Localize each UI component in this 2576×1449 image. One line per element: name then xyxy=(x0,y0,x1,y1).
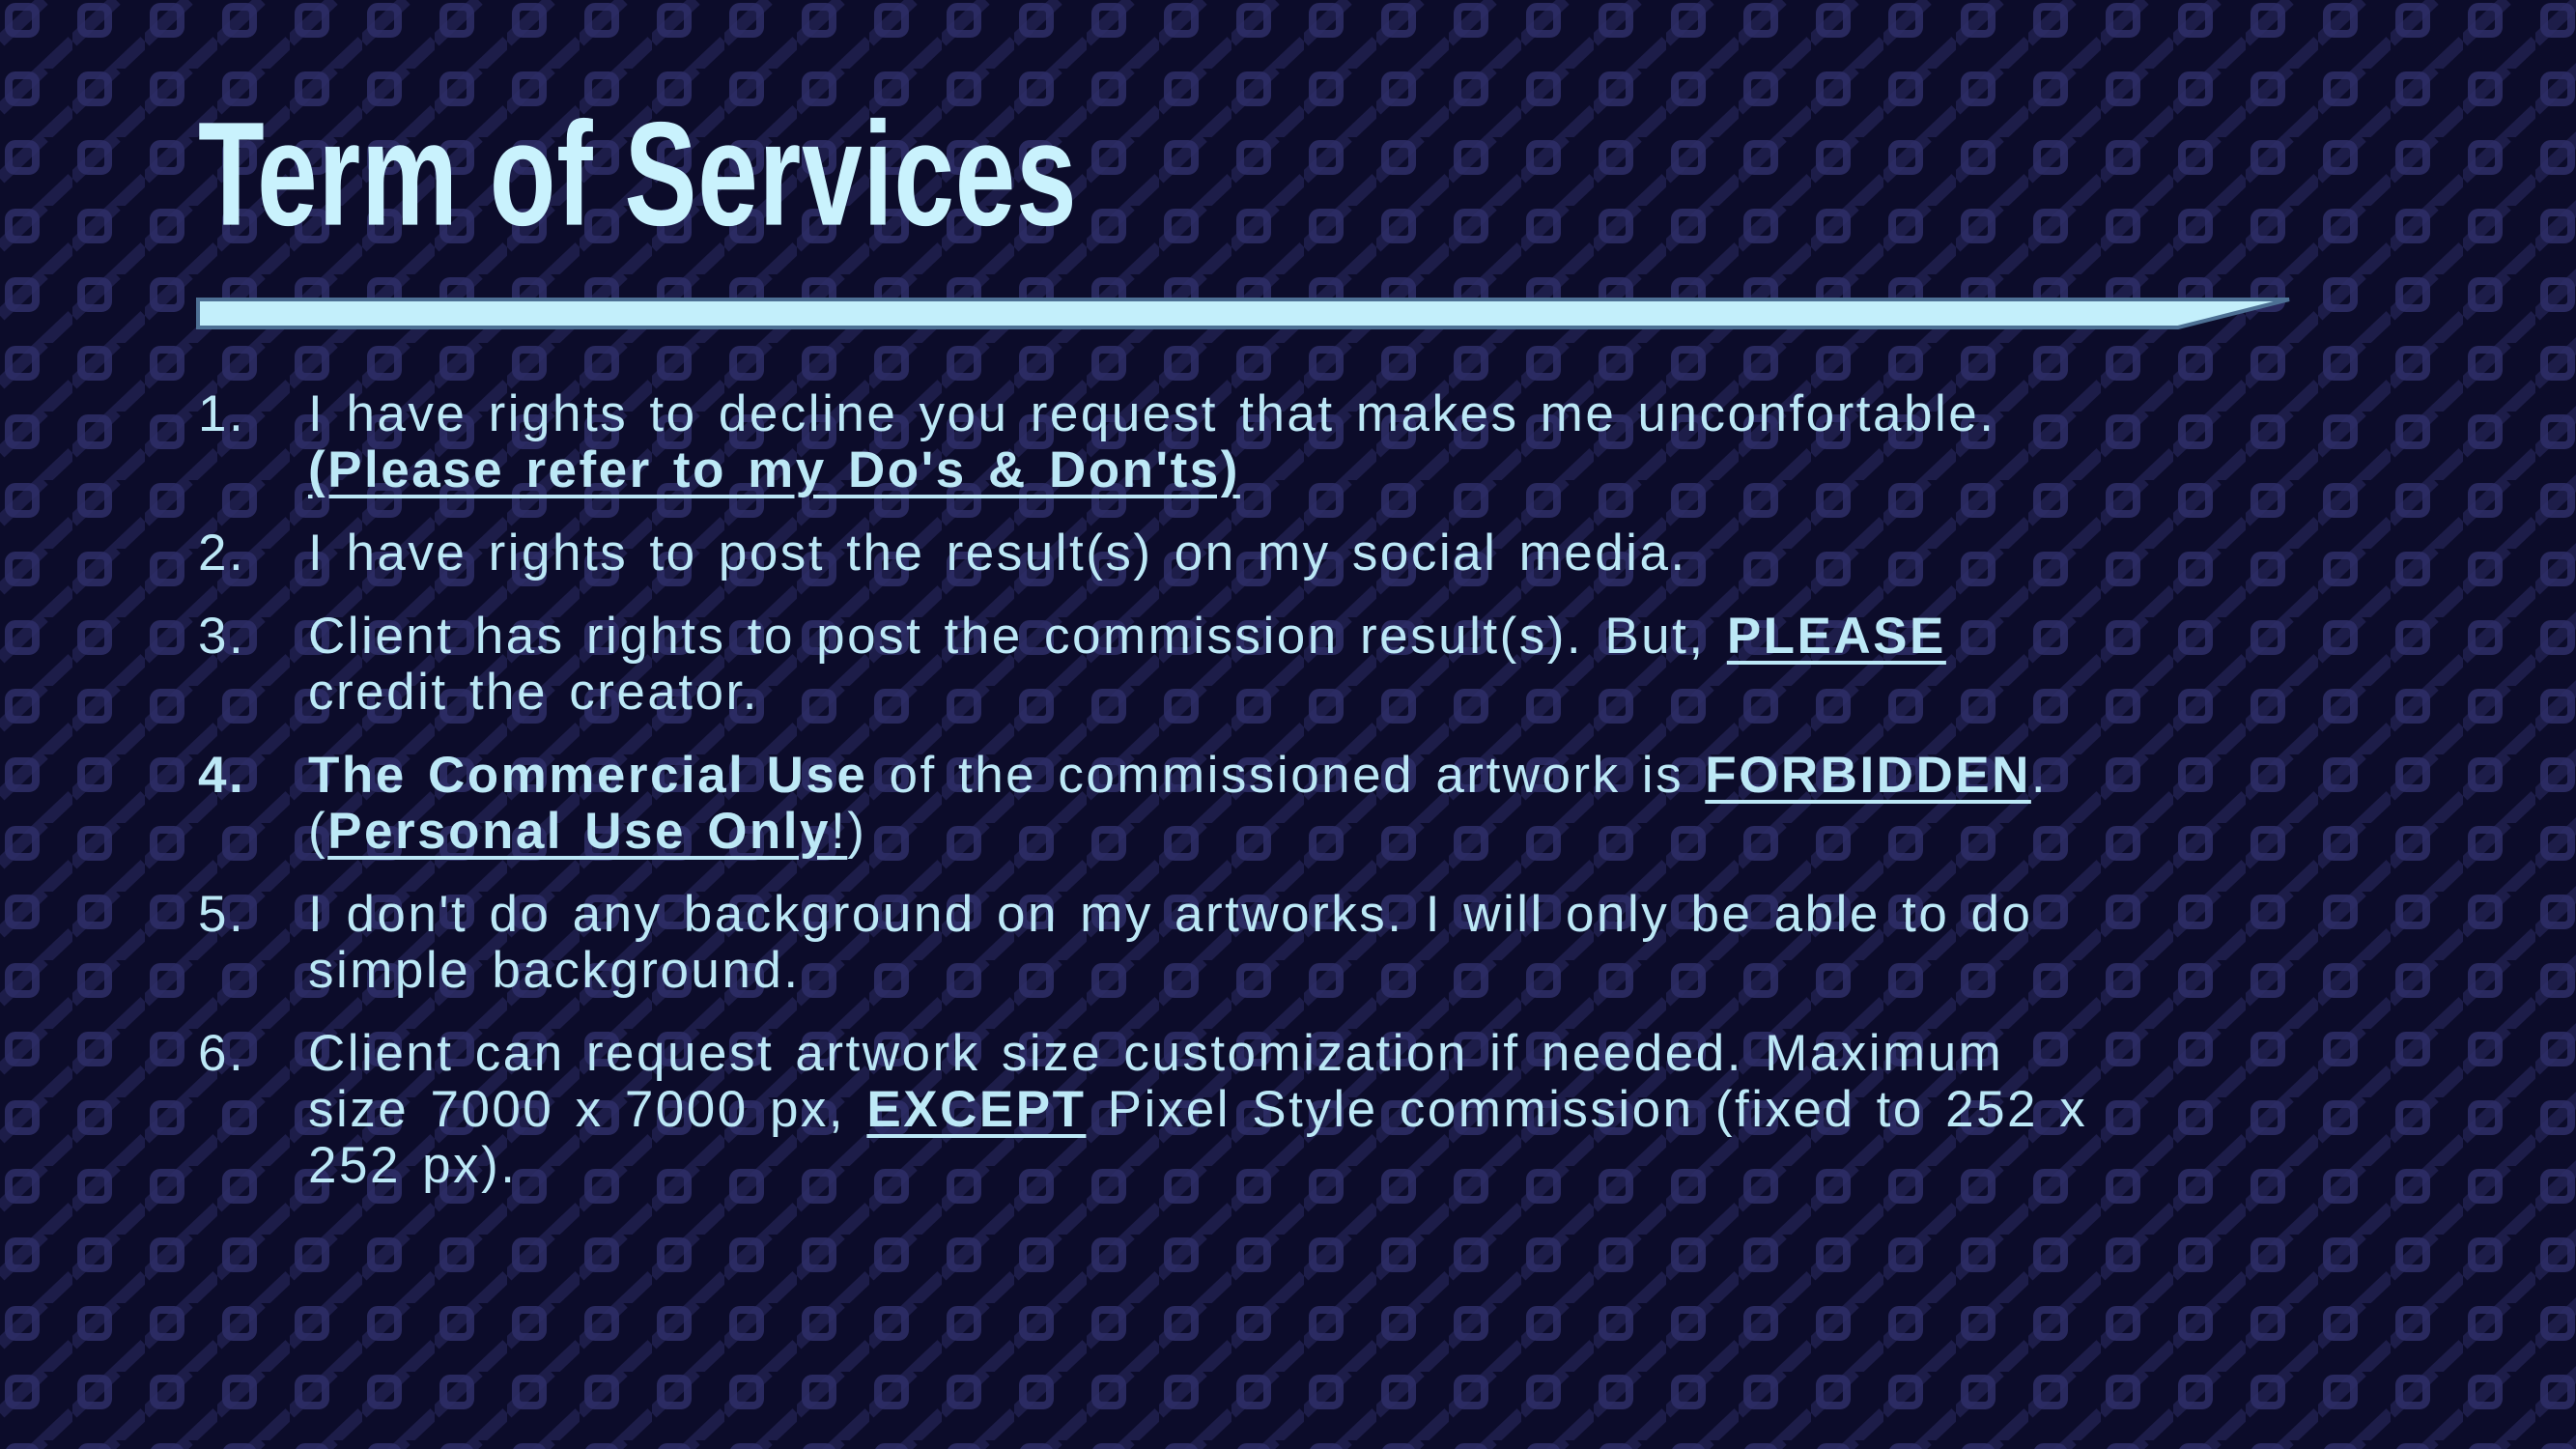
term-line xyxy=(308,887,2410,943)
text-segment: Personal Use Only xyxy=(327,803,832,860)
term-item xyxy=(198,609,2410,721)
term-line xyxy=(308,1138,2410,1194)
text-segment: of the commissioned artwork is xyxy=(867,747,1706,804)
terms-list xyxy=(198,386,2410,1194)
term-item xyxy=(198,386,2410,498)
term-number: 3. xyxy=(198,608,246,665)
term-line xyxy=(308,943,2410,999)
term-line xyxy=(308,748,2410,804)
term-line xyxy=(308,526,2410,582)
title-underline-bar xyxy=(196,298,2302,332)
term-number: 1. xyxy=(198,385,246,442)
term-number: 4. xyxy=(198,747,246,804)
term-item xyxy=(198,1026,2410,1194)
term-number: 6. xyxy=(198,1025,246,1082)
page-title: Term of Services xyxy=(198,90,1078,257)
text-segment: (Please refer to my Do's & Don'ts) xyxy=(308,441,1240,498)
text-segment: The Commercial Use xyxy=(308,747,868,804)
text-segment: FORBIDDEN xyxy=(1705,747,2031,804)
text-segment: size 7000 x 7000 px, xyxy=(308,1081,867,1138)
term-line xyxy=(308,386,2410,442)
term-item xyxy=(198,526,2410,582)
text-segment: Client can request artwork size customization if needed. Maximum xyxy=(308,1025,2004,1082)
text-segment: Pixel Style commission (fixed to 252 x xyxy=(1086,1081,2088,1138)
term-number: 5. xyxy=(198,886,246,943)
text-segment: PLEASE xyxy=(1726,608,1946,665)
text-segment: ! xyxy=(831,803,848,860)
text-segment: EXCEPT xyxy=(866,1081,1087,1138)
text-segment: ) xyxy=(847,803,867,860)
term-line xyxy=(308,804,2410,860)
text-segment: . xyxy=(2030,747,2049,804)
text-segment: simple background. xyxy=(308,942,801,999)
term-line xyxy=(308,442,2410,498)
term-line xyxy=(308,609,2410,665)
text-segment: I have rights to post the result(s) on my social media. xyxy=(308,525,1687,582)
text-segment: I don't do any background on my artworks. I will only be able to do xyxy=(308,886,2033,943)
text-segment: ( xyxy=(308,803,328,860)
term-item xyxy=(198,748,2410,860)
term-line xyxy=(308,1082,2410,1138)
text-segment: Client has rights to post the commission result(s). But, xyxy=(308,608,1727,665)
text-segment: 252 px). xyxy=(308,1137,518,1194)
text-segment: I have rights to decline you request that makes me unconfortable. xyxy=(308,385,1996,442)
term-line xyxy=(308,1026,2410,1082)
term-line xyxy=(308,665,2410,721)
term-number: 2. xyxy=(198,525,246,582)
term-item xyxy=(198,887,2410,999)
text-segment: credit the creator. xyxy=(308,664,759,721)
